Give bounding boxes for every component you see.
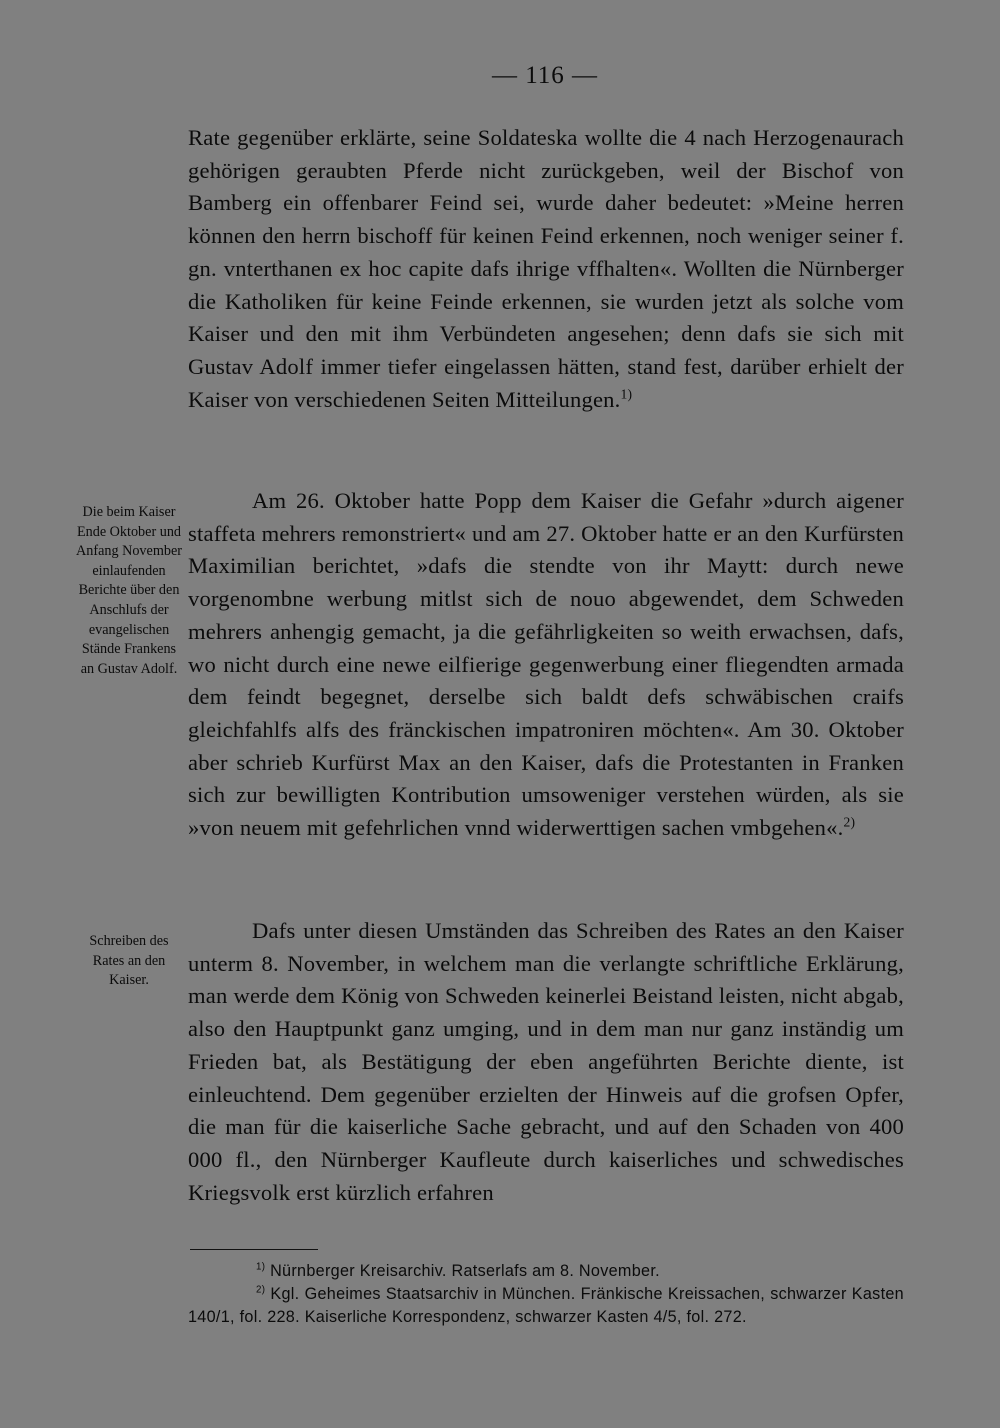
- paragraph-october-reports: [188, 485, 904, 845]
- footnote-reference: 1): [620, 386, 633, 402]
- paragraph-council-letter: [188, 915, 904, 1209]
- footnote-1: [188, 1260, 904, 1283]
- paragraph-text: Am 26. Oktober hatte Popp dem Kaiser die Gefahr »durch aigener staffeta mehrers remonstriert« und am 27. Oktober hatte er an den Kurfürsten Maximilian berichtet, »dafs die stendte von ihr Maytt: durch newe vorgenombne werbung mitlst sich de nouo abgewendet, dem Schweden mehrers anhengig gemacht, ja die gefährligkeiten so weith erwachsen, dafs, wo nicht durch eine newe eilfierige gegenwerbung einer fliegendten armada dem feindt begegnet, derselbe sich baldt defs schwäbischen craifs gleichfahlfs alfs des fränckischen impatroniren möchten«. Am 30. Oktober aber schrieb Kurfürst Max an den Kaiser, dafs die Protestanten in Franken sich zur bewilligten Kontribution umsoweniger verstehen würden, als sie »von neuem mit gefehrlichen vnnd widerwerttigen sachen vmbgehen«.: [188, 488, 904, 841]
- page-number: — 116 —: [491, 62, 599, 89]
- footnote-2: [188, 1283, 904, 1329]
- paragraph-text: Dafs unter diesen Umständen das Schreiben des Rates an den Kaiser unterm 8. November, in welchem man die verlangte schriftliche Erklärung, man werde dem König von Schweden keinerlei Beistand leisten, nicht abgab, also den Hauptpunkt ganz umging, und in dem man nur ganz inständig um Frieden bat, als Bestätigung der eben angeführten Berichte diente, ist einleuchtend. Dem gegenüber erzielten der Hinweis auf die grofsen Opfer, die man für die kaiserliche Sache gebracht, und auf den Schaden von 400 000 fl., den Nürnberger Kaufleute durch kaiserliches und schwedisches Kriegsvolk erst kürzlich erfahren: [188, 918, 904, 1205]
- footnote-marker: 1): [256, 1261, 266, 1273]
- footnotes: [188, 1260, 904, 1329]
- footnote-marker: 2): [256, 1284, 266, 1296]
- footnote-divider: [190, 1249, 318, 1250]
- margin-note-reports: Die beim Kaiser Ende Oktober und Anfang November einlaufenden Berichte über den Anschlufs der evangelischen Stände Frankens an Gustav Adolf.: [76, 504, 182, 677]
- paragraph-text: Rate gegenüber erklärte, seine Soldateska wollte die 4 nach Herzogenaurach gehörigen geraubten Pferde nicht zurückgeben, weil der Bischof von Bamberg ein offenbarer Feind sei, wurde daher bedeutet: »Meine herren können den herrn bischoff für keinen Feind erkennen, noch weniger seiner f. gn. vnterthanen ex hoc capite dafs ihrige vffhalten«. Wollten die Nürnberger die Katholiken für keine Feinde erkennen, sie wurden jetzt als solche vom Kaiser und den mit ihm Verbündeten angesehen; denn dafs sie sich mit Gustav Adolf immer tiefer eingelassen hätten, stand fest, darüber erhielt der Kaiser von verschiedenen Seiten Mitteilungen.: [188, 125, 904, 412]
- margin-note-letter: Schreiben des Rates an den Kaiser.: [89, 933, 169, 989]
- footnote-reference: 2): [843, 814, 856, 830]
- footnote-text: Kgl. Geheimes Staatsarchiv in München. Fränkische Kreissachen, schwarzer Kasten 140/1, fol. 228. Kaiserliche Korrespondenz, schwarzer Kasten 4/5, fol. 272.: [188, 1285, 904, 1326]
- footnote-text: Nürnberger Kreisarchiv. Ratserlafs am 8. November.: [270, 1262, 660, 1280]
- paragraph-continuation: [188, 122, 904, 416]
